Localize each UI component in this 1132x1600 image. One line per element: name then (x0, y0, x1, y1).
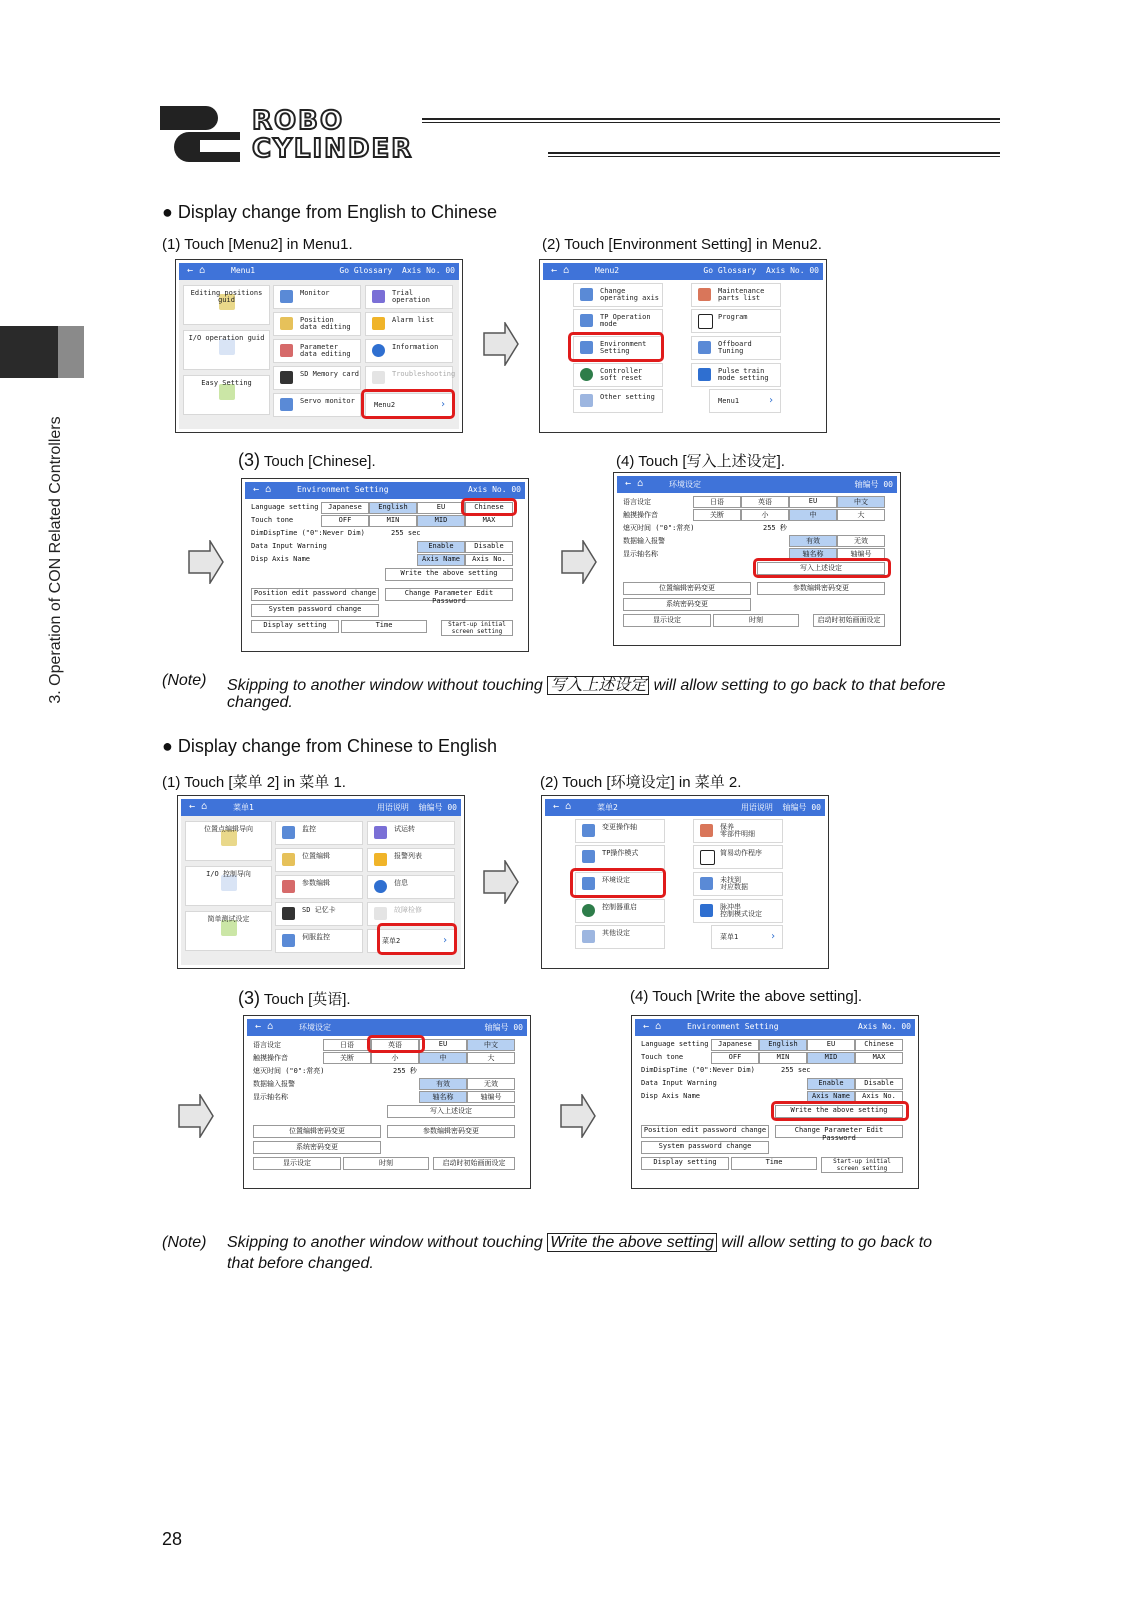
screenshot-zh-menu1 (177, 795, 465, 969)
option-axis-name[interactable]: 轴编号 (467, 1091, 515, 1103)
menu-button[interactable]: 试运转 (367, 821, 455, 845)
info-icon (374, 880, 387, 893)
option-eu[interactable]: EU (807, 1039, 855, 1051)
display-setting-button[interactable]: 显示设定 (253, 1157, 341, 1170)
option-tone[interactable]: MAX (855, 1052, 903, 1064)
arrow-right-icon (561, 540, 597, 584)
note-label: (Note) (162, 672, 207, 689)
option-axis-name[interactable]: Axis No. (465, 554, 513, 566)
title-bar: ← ⌂ 环境设定 轴编号 00 (247, 1019, 527, 1036)
system-password-button[interactable]: System password change (251, 604, 379, 617)
arrow-right-icon (188, 540, 224, 584)
startup-screen-button[interactable]: 启动时初始画面设定 (433, 1157, 515, 1170)
note-text: Skipping to another window without touching 写入上述设定 will allow setting to go back to that before (227, 677, 946, 694)
menu-button[interactable]: Offboard Tuning (691, 336, 781, 360)
chevron-right-icon: › (439, 399, 446, 410)
menu-button[interactable]: Other setting (573, 389, 663, 413)
back-arrow-icon: ← ⌂ (553, 801, 572, 812)
write-setting-button[interactable]: Write the above setting (775, 1105, 903, 1118)
highlight-box (367, 1035, 425, 1053)
option-warning[interactable]: 有效 (419, 1078, 467, 1090)
display-setting-button[interactable]: Display setting (641, 1157, 729, 1170)
reset-icon (580, 368, 593, 381)
option-japanese[interactable]: 日语 (693, 496, 741, 508)
menu-button[interactable]: Menu1 › (709, 389, 781, 413)
menu-button[interactable]: 报警列表 (367, 848, 455, 872)
page-number: 28 (162, 1529, 183, 1549)
note-text-line2: changed. (227, 694, 293, 711)
menu-button[interactable]: Trial operation (365, 285, 453, 309)
header-rule (548, 152, 1000, 154)
menu-button[interactable]: 伺服监控 (275, 929, 363, 953)
monitor-icon (280, 290, 293, 303)
wave-icon (280, 398, 293, 411)
info-icon (372, 344, 385, 357)
logo-robo: ROBO (252, 106, 345, 136)
parameter-icon (282, 880, 295, 893)
menu-button[interactable]: Information (365, 339, 453, 363)
menu-button[interactable]: 简易动作程序 (693, 845, 783, 869)
header-rule (548, 156, 1000, 157)
screenshot-en-environment: ← ⌂ Environment Setting Axis No. 00 Language setting Touch tone DimDispTime ("0":Never Dim) Data Input Warning Disp Axis Name Japanese English EU Chinese OFF MIN MID MAX 255 sec Enable Disable Axis Name Axis No. Write the above setting Position edit password change Change Parameter Edit Password System password change Display setting Time Start-up initial screen setting (241, 478, 529, 652)
step-caption: (1) Touch [Menu2] in Menu1. (162, 236, 353, 253)
note-text: Skipping to another window without touching Write the above setting will allow setting to go back to (227, 1234, 933, 1251)
menu-button[interactable]: 变更操作轴 (575, 819, 665, 843)
warning-icon (374, 853, 387, 866)
title-bar: ← ⌂ Environment Setting Axis No. 00 (245, 482, 525, 499)
pencil-icon (280, 317, 293, 330)
highlight-box (377, 923, 457, 955)
highlight-box (361, 389, 455, 419)
back-arrow-icon: ← ⌂ (189, 801, 208, 812)
chevron-right-icon: › (767, 395, 774, 406)
step-caption: (2) Touch [Environment Setting] in Menu2. (542, 236, 822, 253)
screenshot-en-menu2 (539, 259, 827, 433)
option-tone[interactable]: 关断 (323, 1052, 371, 1064)
step-caption: (2) Touch [环境设定] in 菜单 2. (540, 774, 742, 791)
time-button[interactable]: 时刻 (713, 614, 799, 627)
title-bar: ← ⌂ Environment Setting Axis No. 00 (635, 1019, 915, 1036)
menu-button[interactable]: TP操作模式 (575, 845, 665, 869)
highlight-box (753, 558, 891, 578)
menu-button[interactable]: Pulse train mode setting (691, 363, 781, 387)
menu-button[interactable]: 其他设定 (575, 925, 665, 949)
tuning-icon (700, 877, 713, 890)
option-eu[interactable]: EU (419, 1039, 467, 1051)
note-boxed-term: Write the above setting (547, 1233, 717, 1252)
menu-button[interactable]: 参数编辑 (275, 875, 363, 899)
write-setting-button[interactable]: 写入上述设定 (387, 1105, 515, 1118)
option-warning[interactable]: 无效 (467, 1078, 515, 1090)
write-setting-button[interactable]: Write the above setting (385, 568, 513, 581)
title-bar: ← ⌂ 菜单2 用语说明 轴编号 00 (545, 799, 825, 816)
chevron-right-icon: › (441, 935, 448, 946)
option-tone[interactable]: 大 (837, 509, 885, 521)
menu-button[interactable]: 未找到 对应数据 (693, 872, 783, 896)
step-caption: (1) Touch [菜单 2] in 菜单 1. (162, 774, 346, 791)
write-setting-button[interactable]: 写入上述设定 (757, 562, 885, 575)
parameter-password-button[interactable]: Change Parameter Edit Password (775, 1125, 903, 1138)
option-warning[interactable]: Disable (465, 541, 513, 553)
menu-button[interactable]: 位置编辑 (275, 848, 363, 872)
option-tone[interactable]: OFF (711, 1052, 759, 1064)
option-english[interactable]: English (369, 502, 417, 514)
menu-button[interactable]: Position data editing (273, 312, 361, 336)
menu-button[interactable]: 故障检修 (367, 902, 455, 926)
option-japanese[interactable]: Japanese (711, 1039, 759, 1051)
display-setting-button[interactable]: 显示设定 (623, 614, 711, 627)
section-heading: ● Display change from English to Chinese (162, 202, 498, 222)
logo-mark (160, 102, 242, 164)
option-tone[interactable]: OFF (321, 515, 369, 527)
option-axis-name[interactable]: Axis No. (855, 1091, 903, 1103)
menu-button[interactable]: Servo monitor (273, 393, 361, 417)
tuning-icon (698, 341, 711, 354)
tp-icon (580, 314, 593, 327)
menu-button[interactable]: TP Operation mode (573, 309, 663, 333)
dim-time-value[interactable]: 255 sec (781, 1066, 811, 1074)
back-arrow-icon: ← ⌂ (643, 1021, 662, 1032)
wave-icon (282, 934, 295, 947)
step-caption: (4) Touch [写入上述设定]. (616, 453, 785, 470)
option-warning[interactable]: 有效 (789, 535, 837, 547)
highlight-box (568, 332, 664, 362)
arrow-right-icon (483, 322, 519, 366)
option-tone[interactable]: 小 (371, 1052, 419, 1064)
option-tone[interactable]: MAX (465, 515, 513, 527)
menu-button[interactable]: Parameter data editing (273, 339, 361, 363)
tp-icon (582, 850, 595, 863)
monitor-icon (282, 826, 295, 839)
highlight-box (570, 868, 666, 898)
option-chinese[interactable]: Chinese (855, 1039, 903, 1051)
program-icon (700, 850, 715, 865)
option-eu[interactable]: EU (789, 496, 837, 508)
position-password-button[interactable]: Position edit password change (251, 588, 379, 601)
option-chinese[interactable]: 中文 (467, 1039, 515, 1051)
dim-time-value[interactable]: 255 sec (391, 529, 421, 537)
system-password-button[interactable]: 系统密码变更 (253, 1141, 381, 1154)
pulse-icon (700, 904, 713, 917)
gear-icon (582, 930, 595, 943)
menu-button[interactable]: Controller soft reset (573, 363, 663, 387)
option-tone[interactable]: 中 (419, 1052, 467, 1064)
startup-screen-button[interactable]: 启动时初始画面设定 (813, 614, 885, 627)
dim-time-value[interactable]: 255 秒 (763, 524, 787, 532)
screenshot-en-environment-2: ← ⌂ Environment Setting Axis No. 00 Language setting Touch tone DimDispTime ("0":Never Dim) Data Input Warning Disp Axis Name Japanese English EU Chinese OFF MIN MID MAX 255 sec Enable Disable Axis Name Axis No. Write the above setting Position edit password change Change Parameter Edit Password System password change Display setting Time Start-up initial screen setting (631, 1015, 919, 1189)
menu-button[interactable]: Troubleshooting (365, 366, 453, 390)
arrow-right-icon (178, 1094, 214, 1138)
option-tone[interactable]: 小 (741, 509, 789, 521)
menu-button[interactable]: SD 记忆卡 (275, 902, 363, 926)
position-password-button[interactable]: Position edit password change (641, 1125, 769, 1138)
dim-time-value[interactable]: 255 秒 (393, 1067, 417, 1075)
option-tone[interactable]: 中 (789, 509, 837, 521)
arrow-right-icon (483, 860, 519, 904)
menu-big-button[interactable]: 简单测试设定 (185, 911, 272, 951)
menu-big-button[interactable]: I/O 控制导向 (185, 866, 272, 906)
program-icon (698, 314, 713, 329)
sd-card-icon (282, 907, 295, 920)
menu-button[interactable]: Maintenance parts list (691, 283, 781, 307)
title-bar: ← ⌂ Menu1 Go Glossary Axis No. 00 (179, 263, 459, 280)
section-heading: ● Display change from Chinese to English (162, 736, 498, 756)
option-japanese[interactable]: Japanese (321, 502, 369, 514)
menu-big-button[interactable]: I/O operation guid (183, 330, 270, 370)
title-bar: ← ⌂ 环境设定 轴编号 00 (617, 476, 897, 493)
time-button[interactable]: Time (341, 620, 427, 633)
option-tone[interactable]: MIN (369, 515, 417, 527)
time-button[interactable]: Time (731, 1157, 817, 1170)
maintenance-icon (700, 824, 713, 837)
title-bar: ← ⌂ Menu2 Go Glossary Axis No. 00 (543, 263, 823, 280)
option-eu[interactable]: EU (417, 502, 465, 514)
menu-button[interactable]: 信息 (367, 875, 455, 899)
maintenance-icon (698, 288, 711, 301)
parameter-icon (280, 344, 293, 357)
note-label: (Note) (162, 1234, 207, 1251)
menu-button[interactable]: 菜单1 › (711, 925, 783, 949)
menu-button[interactable]: Change operating axis (573, 283, 663, 307)
startup-screen-button[interactable]: Start-up initial screen setting (821, 1157, 903, 1173)
option-tone[interactable]: 关断 (693, 509, 741, 521)
parameter-password-button[interactable]: 参数编辑密码变更 (387, 1125, 515, 1138)
menu-button[interactable]: SD Memory card (273, 366, 361, 390)
title-bar: ← ⌂ 菜单1 用语说明 轴编号 00 (181, 799, 461, 816)
system-password-button[interactable]: System password change (641, 1141, 769, 1154)
section-tab-accent (58, 326, 84, 378)
chevron-right-icon: › (769, 931, 776, 942)
menu-button[interactable]: 菜单2 › (367, 929, 455, 953)
highlight-box (461, 498, 517, 516)
menu-button[interactable]: Environment Setting (573, 336, 663, 360)
arrow-right-icon (560, 1094, 596, 1138)
axis-icon (582, 824, 595, 837)
time-button[interactable]: 时刻 (343, 1157, 429, 1170)
option-warning[interactable]: Enable (417, 541, 465, 553)
sd-card-icon (280, 371, 293, 384)
back-arrow-icon: ← ⌂ (253, 484, 272, 495)
troubleshooting-icon (374, 907, 387, 920)
screenshot-zh-menu2 (541, 795, 829, 969)
logo-cylinder: CYLINDER (252, 134, 414, 164)
back-arrow-icon: ← ⌂ (625, 478, 644, 489)
menu-button[interactable]: Program (691, 309, 781, 333)
menu-big-button[interactable]: 位置点编辑导向 (185, 821, 272, 861)
option-warning[interactable]: Disable (855, 1078, 903, 1090)
menu-big-button[interactable]: Easy Setting (183, 375, 270, 415)
option-tone[interactable]: MIN (759, 1052, 807, 1064)
highlight-box (771, 1101, 909, 1121)
back-arrow-icon: ← ⌂ (551, 265, 570, 276)
menu-button[interactable]: 控制器重启 (575, 899, 665, 923)
axis-icon (580, 288, 593, 301)
pencil-icon (282, 853, 295, 866)
option-tone[interactable]: MID (417, 515, 465, 527)
menu-button[interactable]: 环境设定 (575, 872, 665, 896)
option-warning[interactable]: 无效 (837, 535, 885, 547)
screenshot-zh-environment-2: ← ⌂ 环境设定 轴编号 00 语言设定 触摸操作音 熄灭时间 ("0":常亮) 数据输入报警 显示轴名称 日语 英语 EU 中文 关断 小 中 大 255 秒 有效 无效 轴名称 轴编号 写入上述设定 位置编辑密码变更 参数编辑密码变更 系统密码变更 显示设定 时刻 启动时初始画面设定 (243, 1015, 531, 1189)
option-english[interactable]: English (759, 1039, 807, 1051)
option-chinese[interactable]: Chinese (465, 502, 513, 514)
header-rule (422, 122, 1000, 123)
position-password-button[interactable]: 位置编辑密码变更 (623, 582, 751, 595)
option-tone[interactable]: MID (807, 1052, 855, 1064)
position-password-button[interactable]: 位置编辑密码变更 (253, 1125, 381, 1138)
warning-icon (372, 317, 385, 330)
parameter-password-button[interactable]: Change Parameter Edit Password (385, 588, 513, 601)
option-japanese[interactable]: 日语 (323, 1039, 371, 1051)
step-caption: (4) Touch [Write the above setting]. (630, 988, 863, 1005)
menu-button[interactable]: Monitor (273, 285, 361, 309)
back-arrow-icon: ← ⌂ (255, 1021, 274, 1032)
trial-icon (374, 826, 387, 839)
menu-button[interactable]: 监控 (275, 821, 363, 845)
gear-icon (580, 394, 593, 407)
reset-icon (582, 904, 595, 917)
menu-button[interactable]: Menu2 › (365, 393, 453, 417)
pulse-icon (698, 368, 711, 381)
troubleshooting-icon (372, 371, 385, 384)
startup-screen-button[interactable]: Start-up initial screen setting (441, 620, 513, 636)
parameter-password-button[interactable]: 参数编辑密码变更 (757, 582, 885, 595)
section-tab (0, 326, 58, 378)
option-tone[interactable]: 大 (467, 1052, 515, 1064)
option-axis-name[interactable]: 轴名称 (789, 548, 837, 560)
screenshot-en-menu1 (175, 259, 463, 433)
option-english[interactable]: 英语 (371, 1039, 419, 1051)
option-axis-name[interactable]: 轴名称 (419, 1091, 467, 1103)
back-arrow-icon: ← ⌂ (187, 265, 206, 276)
menu-button[interactable]: Alarm list (365, 312, 453, 336)
menu-button[interactable]: 保养 零部件明细 (693, 819, 783, 843)
option-english[interactable]: 英语 (741, 496, 789, 508)
option-axis-name[interactable]: Axis Name (417, 554, 465, 566)
note-boxed-term: 写入上述设定 (547, 676, 649, 695)
header-rule (422, 118, 1000, 120)
menu-button[interactable]: 脉冲串 控制模式设定 (693, 899, 783, 923)
system-password-button[interactable]: 系统密码变更 (623, 598, 751, 611)
menu-big-button[interactable]: Editing positions guid (183, 285, 270, 325)
step-caption: (3) Touch [英语]. (238, 988, 351, 1008)
option-axis-name[interactable]: Axis Name (807, 1091, 855, 1103)
option-warning[interactable]: Enable (807, 1078, 855, 1090)
trial-icon (372, 290, 385, 303)
side-section-title: 3. Operation of CON Related Controllers (47, 416, 64, 704)
option-chinese[interactable]: 中文 (837, 496, 885, 508)
screenshot-zh-environment: ← ⌂ 环境设定 轴编号 00 语言设定 触摸操作音 熄灭时间 ("0":常亮) 数据输入报警 显示轴名称 日语 英语 EU 中文 关断 小 中 大 255 秒 有效 无效 轴名称 轴编号 写入上述设定 位置编辑密码变更 参数编辑密码变更 系统密码变更 显示设定 时刻 启动时初始画面设定 (613, 472, 901, 646)
step-caption: (3) Touch [Chinese]. (238, 450, 376, 470)
option-axis-name[interactable]: 轴编号 (837, 548, 885, 560)
display-setting-button[interactable]: Display setting (251, 620, 339, 633)
note-text-line2: that before changed. (227, 1255, 374, 1272)
